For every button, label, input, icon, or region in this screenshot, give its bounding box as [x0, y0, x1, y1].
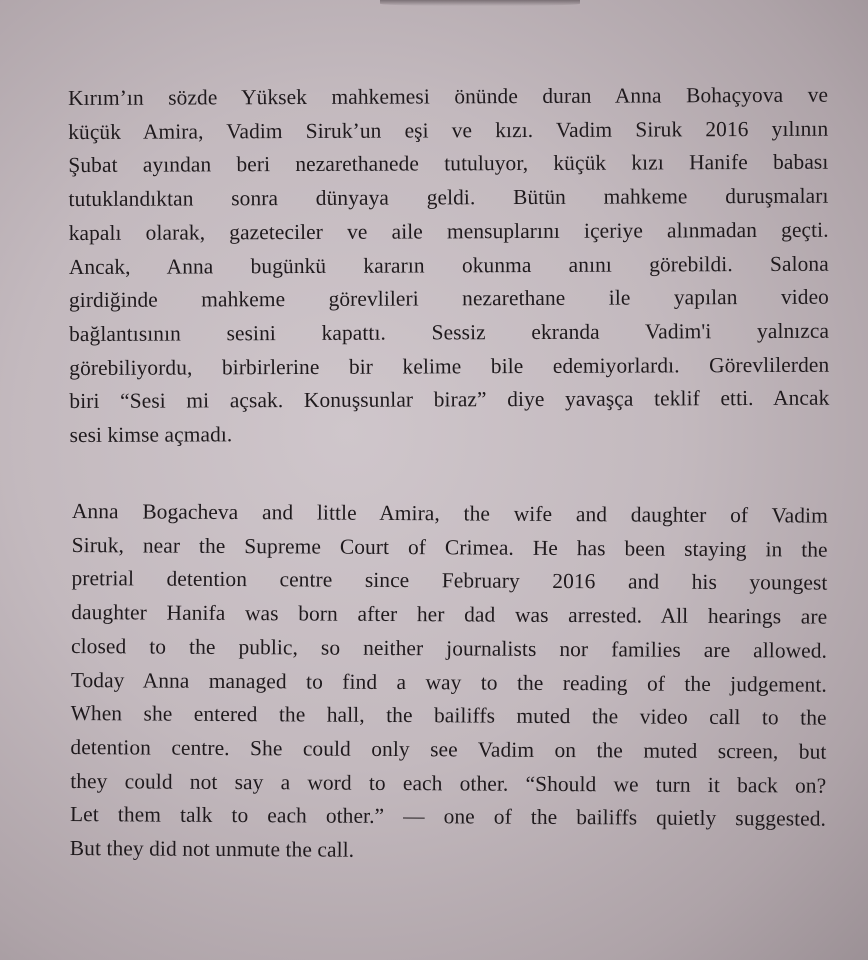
turkish-line: küçük Amira, Vadim Siruk’un eşi ve kızı. Vadim Siruk 2016 yılının	[68, 116, 829, 144]
page-top-shadow	[380, 0, 580, 6]
turkish-line: sesi kimse açmadı.	[69, 422, 233, 448]
turkish-line: Ancak, Anna bugünkü kararın okunma anını görebildi. Salona	[68, 251, 829, 279]
turkish-line: biri “Sesi mi açsak. Konuşsunlar biraz” diye yavaşça teklif etti. Ancak	[69, 386, 830, 414]
english-line: Siruk, near the Supreme Court of Crimea. He has been staying in the	[71, 532, 828, 562]
english-line: they could not say a word to each other. “Should we turn it back on?	[70, 768, 827, 797]
turkish-line: girdiğinde mahkeme görevlileri nezarethane ile yapılan video	[68, 284, 829, 313]
turkish-line: kapalı olarak, gazeteciler ve aile mensuplarını içeriye alınmadan geçti.	[68, 217, 829, 245]
turkish-paragraph	[68, 79, 830, 453]
printed-page-text	[68, 82, 828, 865]
turkish-line: görebiliyordu, birbirlerine bir kelime bile edemiyorlardı. Görevlilerden	[69, 352, 830, 380]
english-line: Anna Bogacheva and little Amira, the wife and daughter of Vadim	[71, 498, 828, 528]
turkish-line: Şubat ayından beri nezarethanede tutuluyor, küçük kızı Hanife babası	[68, 150, 829, 178]
english-line: But they did not unmute the call.	[69, 835, 355, 862]
english-line: closed to the public, so neither journalists nor families are allowed.	[71, 633, 828, 663]
turkish-line: tutuklandıktan sonra dünyaya geldi. Bütün mahkeme duruşmaları	[68, 183, 829, 212]
english-line: pretrial detention centre since February 2016 and his youngest	[71, 566, 828, 595]
english-line: When she entered the hall, the bailiffs muted the video call to the	[70, 700, 827, 730]
english-line: Let them talk to each other.” — one of the bailiffs quietly suggested.	[69, 802, 827, 831]
english-line: Today Anna managed to find a way to the reading of the judgement.	[70, 667, 827, 696]
english-line: daughter Hanifa was born after her dad was arrested. All hearings are	[71, 599, 828, 629]
english-line: detention centre. She could only see Vadim on the muted screen, but	[70, 734, 827, 764]
turkish-line: bağlantısının sesini kapattı. Sessiz ekranda Vadim'i yalnızca	[69, 318, 830, 346]
english-paragraph	[66, 495, 828, 870]
turkish-line: Kırım’ın sözde Yüksek mahkemesi önünde duran Anna Bohaçyova ve	[68, 82, 829, 110]
